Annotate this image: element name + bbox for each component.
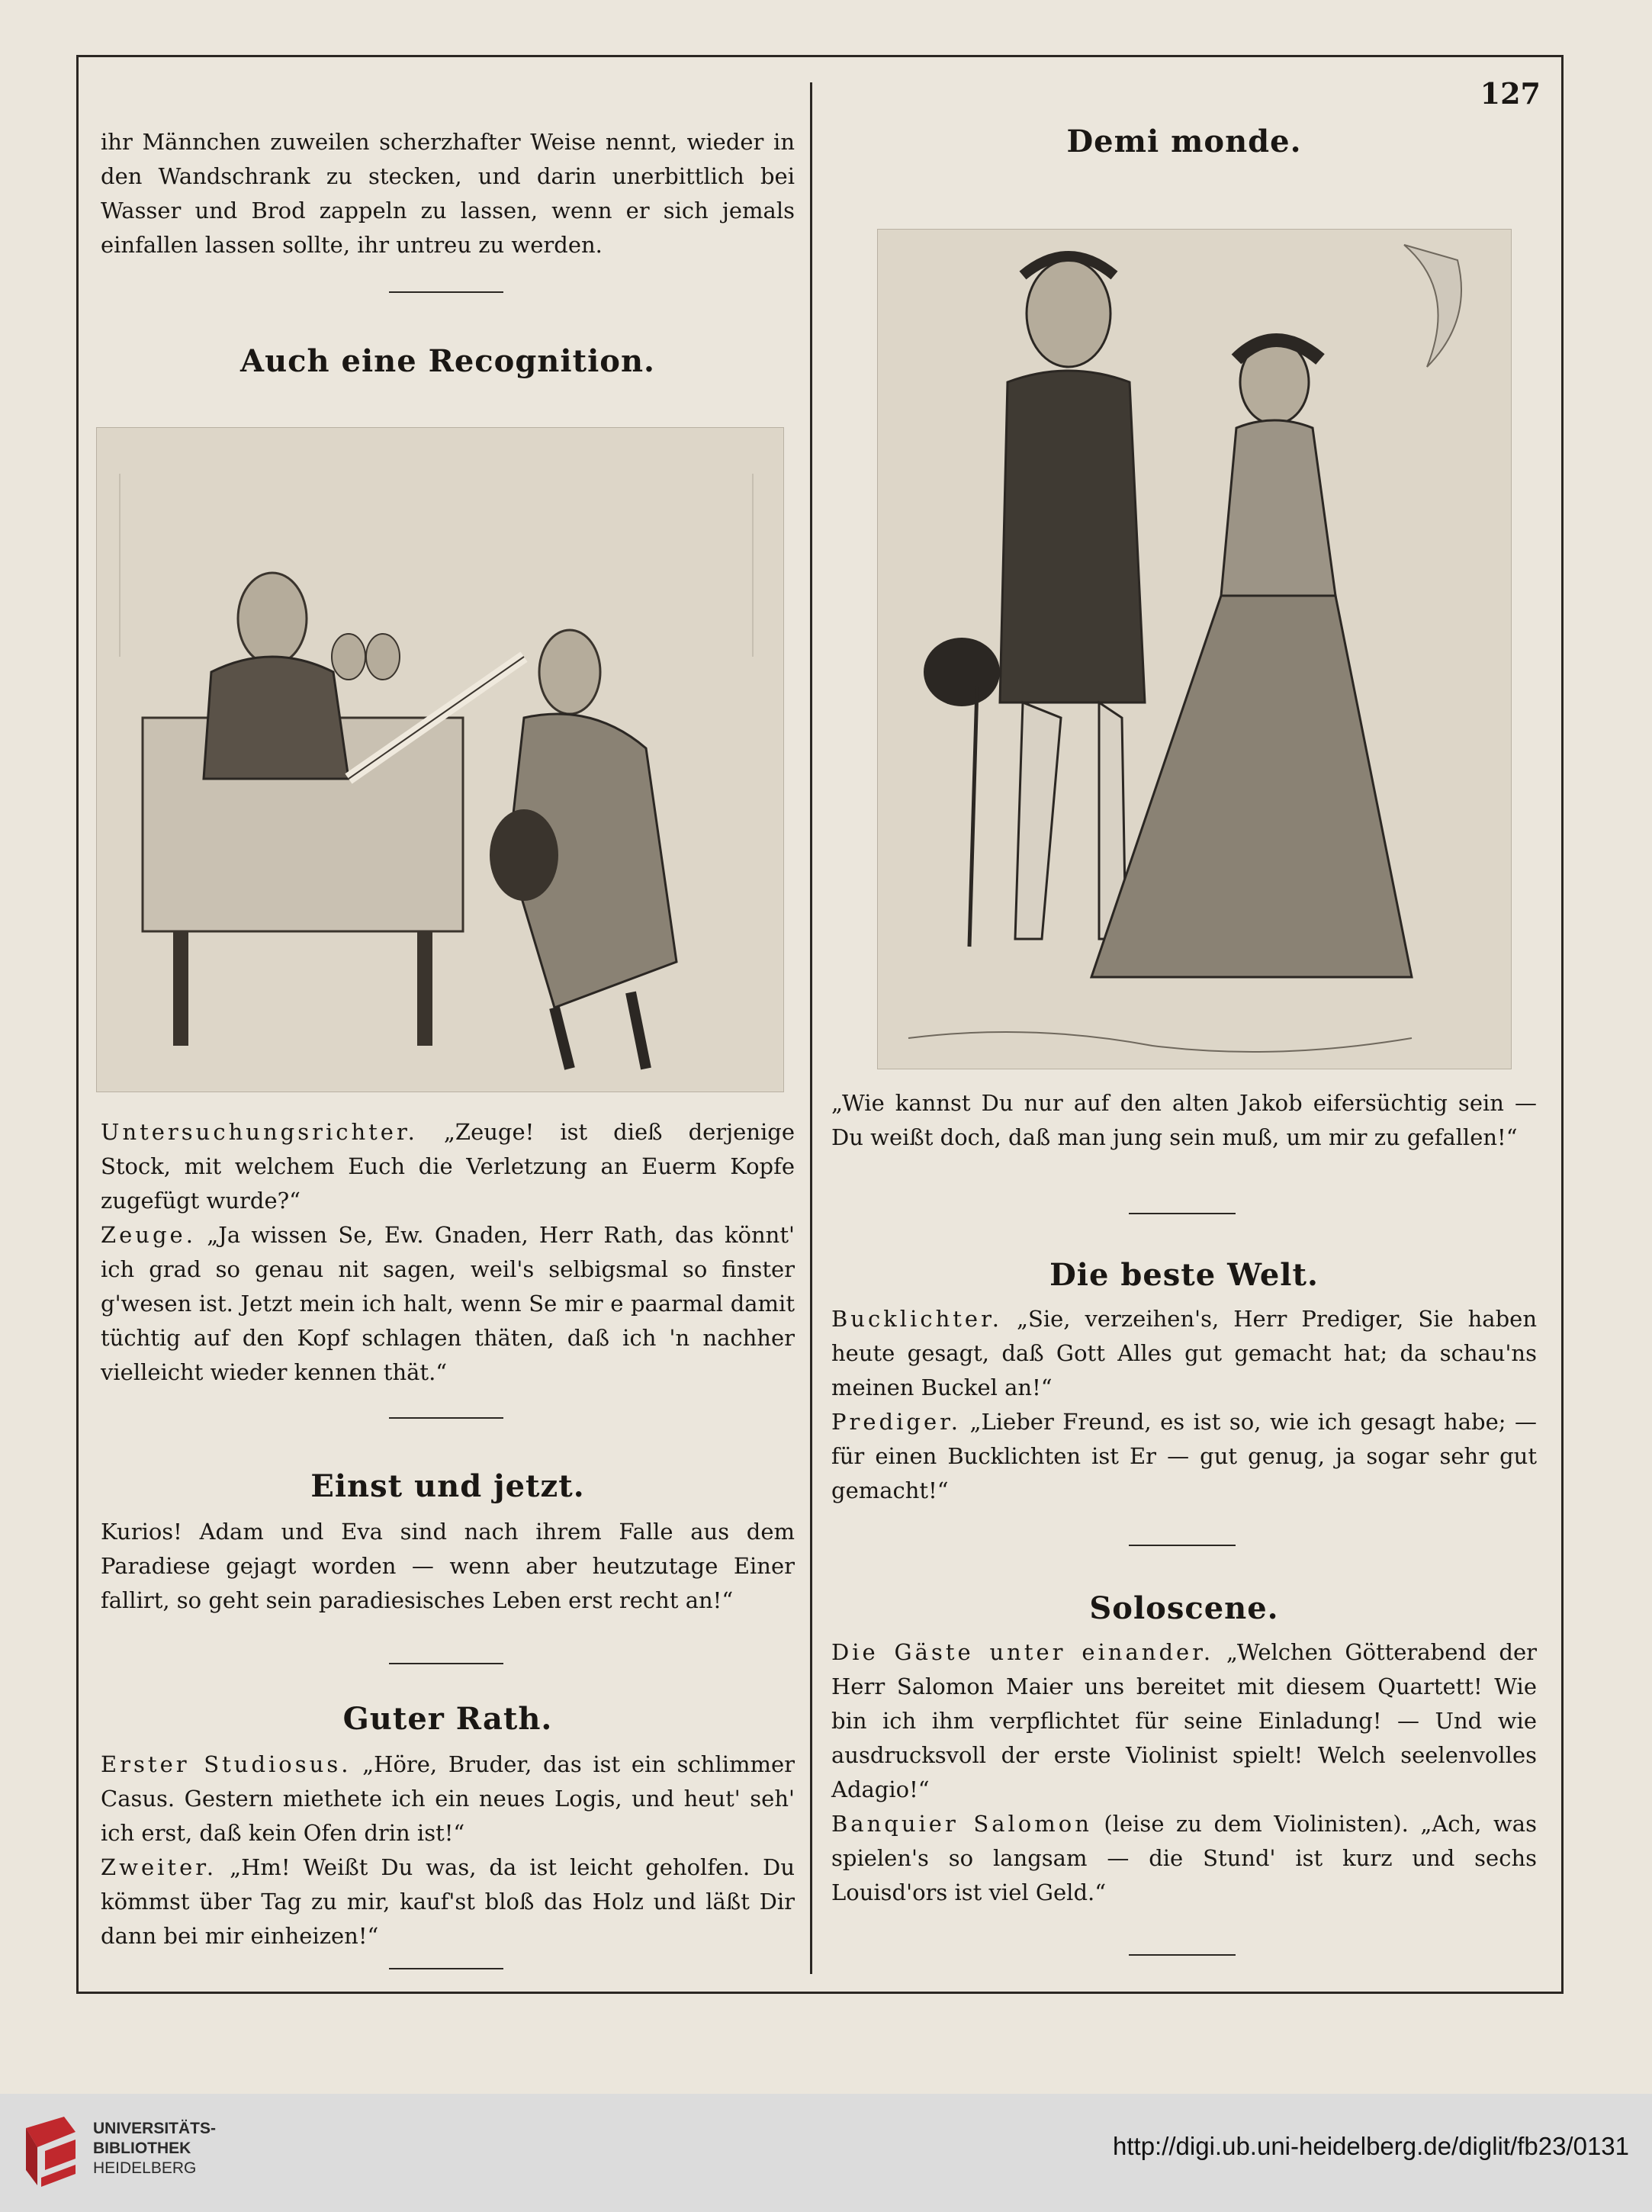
couple-engraving bbox=[878, 230, 1511, 1069]
section-rule bbox=[389, 1968, 503, 1969]
section-recognition bbox=[101, 343, 795, 379]
intro-text: ihr Männchen zuweilen scherzhafter Weise nennt, wieder in den Wandschrank zu stecken, und darin unerbittlich bei Wasser und Brod zappeln zu lassen, wenn er sich jemals einfallen lassen sollte, ihr untreu zu werden. bbox=[101, 129, 795, 258]
library-name-line: UNIVERSITÄTS- bbox=[93, 2120, 217, 2137]
courtroom-engraving bbox=[97, 428, 783, 1092]
page-number: 127 bbox=[1480, 76, 1541, 111]
section-rule bbox=[389, 1417, 503, 1419]
section-rule bbox=[1129, 1213, 1236, 1214]
speaker-name: Zeuge. bbox=[101, 1222, 196, 1248]
section-text: Kurios! Adam und Eva sind nach ihrem Falle aus dem Paradiese gejagt worden — wenn aber heutzutage Einer fallirt, so geht sein paradiesisches Leben erst recht an!“ bbox=[101, 1519, 795, 1613]
dialogue-line bbox=[101, 1850, 795, 1953]
section-rule bbox=[389, 291, 503, 293]
bleed-through-header bbox=[397, 63, 1159, 85]
demi-monde-caption bbox=[831, 1086, 1537, 1155]
dialogue-line bbox=[831, 1807, 1537, 1910]
caption-text: „Wie kannst Du nur auf den alten Jakob eifersüchtig sein — Du weißt doch, daß man jung sein muß, um mir zu gefallen!“ bbox=[831, 1090, 1537, 1150]
speaker-name: Erster Studiosus. bbox=[101, 1751, 352, 1777]
section-rule bbox=[389, 1663, 503, 1664]
illustration-demi-monde bbox=[877, 229, 1512, 1069]
spoken-text: „Höre, Bruder, das ist ein schlimmer Casus. Gestern miethete ich ein neues Logis, und heut' seh' ich erst, daß kein Ofen drin ist!“ bbox=[101, 1751, 795, 1846]
spoken-text: „Hm! Weißt Du was, da ist leicht geholfen. Du kömmst über Tag zu mir, kauf'st bloß das Holz und läßt Dir dann bei mir einheizen!“ bbox=[101, 1854, 795, 1949]
intro-paragraph bbox=[101, 125, 795, 262]
section-soloscene bbox=[831, 1590, 1537, 1910]
section-die-beste-welt bbox=[831, 1257, 1537, 1508]
section-heading: Guter Rath. bbox=[342, 1701, 553, 1737]
spoken-text: „Ja wissen Se, Ew. Gnaden, Herr Rath, das könnt' ich grad so genau nit sagen, weil's selbigsmal so finster g'wesen ist. Jetzt mein ich halt, wenn Se mir e paarmal damit tüchtig auf den Kopf schlagen thäten, daß ich 'n nachher vielleicht wieder kennen thät.“ bbox=[101, 1222, 795, 1385]
speaker-name: Banquier Salomon bbox=[831, 1811, 1092, 1837]
dialogue-line bbox=[101, 1218, 795, 1390]
section-einst-und-jetzt bbox=[101, 1468, 795, 1618]
source-url-link[interactable]: http://digi.ub.uni-heidelberg.de/diglit/fb23/0131 bbox=[1113, 2132, 1629, 2160]
spoken-text: „Lieber Freund, es ist so, wie ich gesagt habe; — für einen Bucklichten ist Er — gut genug, ja sogar sehr gut gemacht!“ bbox=[831, 1409, 1537, 1503]
dialogue-line bbox=[831, 1302, 1537, 1405]
dialogue-line bbox=[101, 1115, 795, 1218]
section-heading: Soloscene. bbox=[1089, 1590, 1279, 1626]
speaker-name: Bucklichter. bbox=[831, 1306, 1002, 1332]
library-name bbox=[93, 2119, 216, 2178]
section-guter-rath bbox=[101, 1701, 795, 1953]
spoken-text: „Welchen Götterabend der Herr Salomon Maier uns bereitet mit diesem Quartett! Wie bin ich ihm verpflichtet für seine Einladung! — Und wie ausdrucksvoll der erste Violinist spielt! Welch seelenvolles Adagio!“ bbox=[831, 1639, 1538, 1802]
speaker-name: Die Gäste unter einander. bbox=[831, 1639, 1214, 1665]
library-logo-icon bbox=[18, 2113, 82, 2189]
library-name-line: HEIDELBERG bbox=[93, 2159, 197, 2177]
dialogue-line bbox=[831, 1635, 1537, 1807]
recognition-dialogue bbox=[101, 1115, 795, 1390]
column-divider bbox=[810, 82, 812, 1974]
illustration-courtroom bbox=[96, 427, 784, 1092]
dialogue-line bbox=[101, 1747, 795, 1850]
section-rule bbox=[1129, 1954, 1236, 1956]
library-name-line: BIBLIOTHEK bbox=[93, 2140, 191, 2157]
speaker-name: Prediger. bbox=[831, 1409, 961, 1435]
section-heading: Demi monde. bbox=[1066, 124, 1302, 159]
spoken-text: (leise zu dem Violinisten). „Ach, was spielen's so langsam — die Stund' ist kurz und sechs Louisd'ors ist viel Geld.“ bbox=[831, 1811, 1537, 1905]
section-rule bbox=[1129, 1545, 1236, 1546]
speaker-name: Untersuchungsrichter. bbox=[101, 1119, 418, 1145]
section-demi-monde bbox=[831, 124, 1537, 159]
spoken-text: „Sie, verzeihen's, Herr Prediger, Sie haben heute gesagt, daß Gott Alles gut gemacht hat; da schau'ns meinen Buckel an!“ bbox=[831, 1306, 1537, 1400]
section-heading: Die beste Welt. bbox=[1049, 1257, 1319, 1293]
speaker-name: Zweiter. bbox=[101, 1854, 217, 1880]
section-heading: Einst und jetzt. bbox=[310, 1468, 585, 1504]
spoken-text: „Zeuge! ist dieß derjenige Stock, mit welchem Euch die Verletzung an Euerm Kopfe zugefügt wurde?“ bbox=[101, 1119, 795, 1214]
section-heading: Auch eine Recognition. bbox=[240, 343, 655, 379]
dialogue-line bbox=[831, 1405, 1537, 1508]
